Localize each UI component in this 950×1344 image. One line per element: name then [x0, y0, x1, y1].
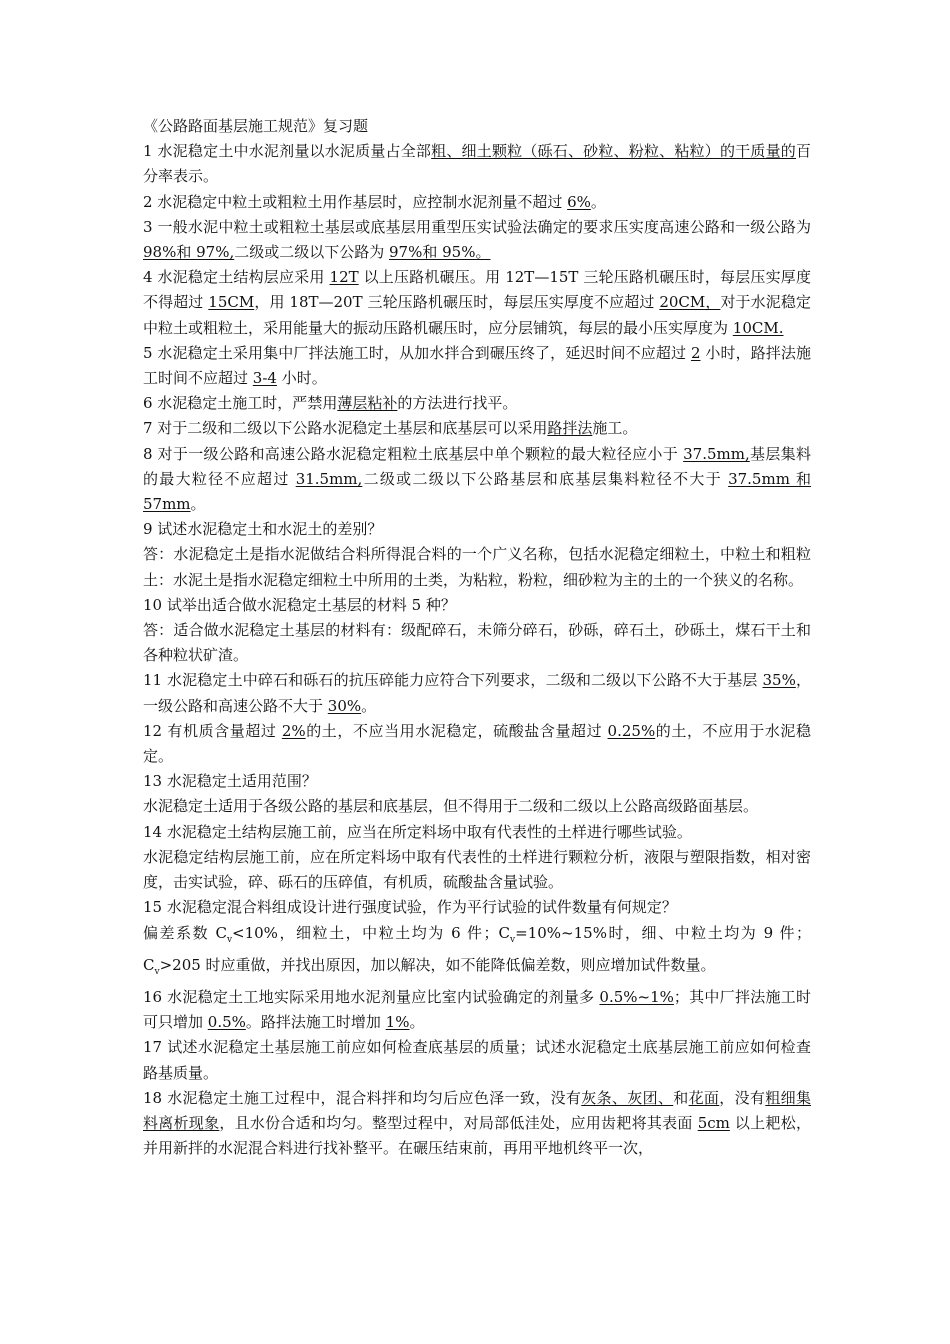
- paragraph: [143, 895, 811, 920]
- paragraph-text: 。路拌法施工时增加: [245, 1013, 386, 1032]
- underlined-answer: 0.5%: [207, 1013, 246, 1032]
- paragraph: [143, 391, 811, 416]
- paragraph-text: 答：水泥稳定土是指水泥做结合料所得混合料的一个广义名称，包括水泥稳定细粒土，中粒土和粗粒土：水泥土是指水泥稳定细粒土中所用的土类，为粘粒，粉粒，细砂粒为主的土的一个狭义的名称。: [143, 545, 811, 589]
- underlined-answer: 0.25%: [607, 721, 656, 740]
- paragraph-text: 基层集料的最大粒径不应超过: [143, 444, 811, 488]
- paragraph-text: 9 试述水泥稳定土和水泥土的差别？: [143, 520, 383, 539]
- paragraph-text: 17 试述水泥稳定土基层施工前应如何检查底基层的质量；试述水泥稳定土底基层施工前应如何检查路基质量。: [143, 1038, 811, 1082]
- paragraph-text: 水泥稳定土适用于各级公路的基层和底基层，但不得用于二级和二级以上公路高级路面基层。: [143, 797, 759, 816]
- underlined-answer: 3-4: [252, 369, 277, 388]
- paragraph: [143, 845, 811, 895]
- paragraph-text: 14 水泥稳定土结构层施工前，应当在所定料场中取有代表性的土样进行哪些试验。: [143, 822, 692, 841]
- underlined-answer: 6%: [567, 192, 591, 211]
- underlined-answer: 花面: [688, 1088, 720, 1107]
- underlined-answer: 1%: [385, 1013, 410, 1032]
- underlined-answer: 2: [690, 343, 701, 362]
- subscript-text: v: [226, 934, 233, 945]
- paragraph-text: ；其中厂拌法施工时可只增加: [143, 987, 811, 1032]
- underlined-answer: 97%和 95%。: [389, 243, 491, 262]
- underlined-answer: 粗、细土颗粒（砾石、砂粒、粉粒、粘粒）的干质量的: [431, 142, 796, 161]
- paragraph: [143, 1086, 811, 1162]
- paragraph-text: ，一级公路和高速公路不大于: [143, 671, 811, 715]
- paragraph-text: 小时。: [276, 369, 327, 388]
- subscript-text: v: [510, 934, 516, 945]
- paragraph-text: ，没有: [719, 1088, 766, 1107]
- paragraph-text: 以上压路机碾压。用 12T—15T 三轮压路机碾压时，每层压实厚度不得超过: [143, 268, 811, 312]
- paragraph-text: 二级或二级以下公路基层和底基层集料粒径不大于: [362, 469, 729, 488]
- paragraph-text: 。: [190, 495, 206, 514]
- document-body: [143, 139, 811, 1161]
- underlined-answer: 30%: [327, 696, 362, 715]
- paragraph: [143, 416, 811, 441]
- paragraph-text: 8 对于一级公路和高速公路水泥稳定粗粒土底基层中单个颗粒的最大粒径应小于: [143, 444, 684, 463]
- paragraph: [143, 985, 811, 1035]
- paragraph-text: 小时，路拌法施工时间不应超过: [143, 343, 811, 388]
- underlined-answer: 2%: [281, 721, 306, 740]
- underlined-answer: 0.5%~1%: [599, 987, 674, 1006]
- underlined-answer: 98%和 97%,: [143, 243, 235, 262]
- paragraph-text: 10 试举出适合做水泥稳定土基层的材料 5 种？: [143, 595, 456, 614]
- paragraph-text: 以上耙松，并用新拌的水泥混合料进行找补整平。在碾压结束前，再用平地机终平一次，: [143, 1113, 811, 1158]
- paragraph-text: 3 一般水泥中粒土或粗粒土基层或底基层用重型压实试验法确定的要求压实度高速公路和一级公路为: [143, 217, 811, 236]
- paragraph-text: 16 水泥稳定土工地实际采用地水泥剂量应比室内试验确定的剂量多: [143, 987, 600, 1006]
- paragraph: [143, 190, 811, 215]
- paragraph: [143, 794, 811, 819]
- paragraph: [143, 1035, 811, 1085]
- paragraph-text: 的土，不应当用水泥稳定，硫酸盐含量超过: [305, 721, 608, 740]
- paragraph-text: 。: [361, 696, 377, 715]
- paragraph-text: 二级或二级以下公路为: [234, 243, 389, 262]
- paragraph-text: 水泥稳定结构层施工前，应在所定料场中取有代表性的土样进行颗粒分析，液限与塑限指数，相对密度，击实试验，碎、砾石的压碎值，有机质，硫酸盐含量试验。: [143, 847, 811, 892]
- underlined-answer: 5cm: [697, 1113, 730, 1132]
- paragraph-text: 百分率表示。: [143, 142, 811, 186]
- paragraph-text: 7 对于二级和二级以下公路水泥稳定土基层和底基层可以采用: [143, 419, 548, 438]
- paragraph-text: 偏差系数 C: [143, 923, 227, 942]
- paragraph: [143, 921, 811, 985]
- paragraph: [143, 593, 811, 618]
- document-title: 《公路路面基层施工规范》复习题: [143, 117, 369, 135]
- document-page: [143, 114, 811, 1161]
- paragraph: [143, 341, 811, 391]
- subscript-text: v: [154, 966, 160, 977]
- paragraph: [143, 719, 811, 769]
- paragraph: [143, 618, 811, 668]
- underlined-answer: 31.5mm,: [295, 469, 363, 488]
- paragraph-text: >205 时应重做，并找出原因，加以解决，如不能降低偏差数，则应增加试件数量。: [159, 955, 716, 974]
- underlined-answer: 37.5mm 和 57mm: [143, 469, 811, 514]
- underlined-answer: 10CM.: [732, 318, 784, 337]
- paragraph-text: ，用 18T—20T 三轮压路机碾压时，每层压实厚度不应超过: [254, 293, 660, 312]
- paragraph-text: 6 水泥稳定土施工时，严禁用: [143, 394, 338, 413]
- underlined-answer: 路拌法: [547, 419, 593, 438]
- paragraph-text: 和: [673, 1088, 689, 1107]
- paragraph-text: 。: [409, 1013, 425, 1032]
- paragraph: [143, 517, 811, 542]
- paragraph-text: 11 水泥稳定土中碎石和砾石的抗压碎能力应符合下列要求，二级和二级以下公路不大于基层: [143, 671, 763, 690]
- underlined-answer: 15CM: [208, 293, 255, 312]
- paragraph-text: 15 水泥稳定混合料组成设计进行强度试验，作为平行试验的试件数量有何规定？: [143, 898, 677, 917]
- paragraph: [143, 139, 811, 189]
- paragraph: [143, 820, 811, 845]
- paragraph-text: 的土，不应用于水泥稳定。: [143, 721, 811, 766]
- paragraph-text: 答：适合做水泥稳定土基层的材料有：级配碎石，未筛分碎石，砂砾，碎石土，砂砾土，煤石干土和各种粒状矿渣。: [143, 621, 811, 665]
- paragraph: [143, 442, 811, 518]
- paragraph: [143, 542, 811, 592]
- paragraph-text: 18 水泥稳定土施工过程中，混合料拌和均匀后应色泽一致，没有: [143, 1088, 582, 1107]
- underlined-answer: 灰条、灰团、: [581, 1088, 674, 1107]
- underlined-answer: 20CM，: [659, 293, 721, 312]
- paragraph-text: 5 水泥稳定土采用集中厂拌法施工时，从加水拌合到碾压终了，延迟时间不应超过: [143, 343, 691, 362]
- paragraph-text: <10%，细粒土，中粒土均为 6 件；C: [232, 923, 511, 942]
- paragraph-text: 13 水泥稳定土适用范围？: [143, 772, 317, 791]
- underlined-answer: 粗细集料离析现象: [143, 1088, 811, 1132]
- paragraph-text: 2 水泥稳定中粒土或粗粒土用作基层时，应控制水泥剂量不超过: [143, 192, 568, 211]
- underlined-answer: 37.5mm,: [683, 444, 750, 463]
- paragraph-text: 12 有机质含量超过: [143, 721, 282, 740]
- paragraph-text: ，且水份合适和均匀。整型过程中，对局部低洼处，应用齿耙将其表面: [219, 1113, 698, 1132]
- underlined-answer: 薄层粘补: [337, 394, 398, 413]
- paragraph-text: 。: [590, 192, 606, 211]
- paragraph-text: 对于水泥稳定中粒土或粗粒土，采用能量大的振动压路机碾压时，应分层铺筑，每层的最小压实厚度为: [143, 293, 811, 337]
- paragraph: [143, 265, 811, 341]
- paragraph-text: =10%~15%时，细、中粒土均为 9 件；C: [143, 923, 812, 974]
- underlined-answer: 35%: [762, 671, 796, 690]
- paragraph: [143, 668, 811, 718]
- paragraph-text: 1 水泥稳定土中水泥剂量以水泥质量占全部: [143, 142, 432, 161]
- paragraph-text: 的方法进行找平。: [397, 394, 518, 413]
- paragraph-text: 施工。: [592, 419, 638, 438]
- paragraph: [143, 215, 811, 265]
- paragraph-text: 4 水泥稳定土结构层应采用: [143, 268, 330, 287]
- underlined-answer: 12T: [329, 268, 359, 287]
- paragraph: [143, 769, 811, 794]
